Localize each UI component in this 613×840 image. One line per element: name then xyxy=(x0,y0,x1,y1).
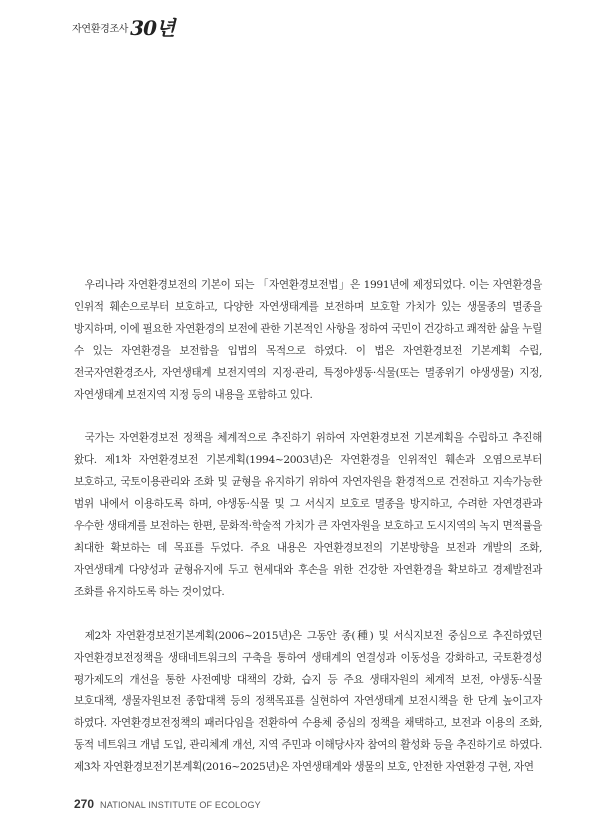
organization-name: NATIONAL INSTITUTE OF ECOLOGY xyxy=(100,800,261,810)
page-footer xyxy=(74,797,261,811)
paragraph-2: 국가는 자연환경보전 정책을 체계적으로 추진하기 위하여 자연환경보전 기본계획을 수립하고 추진해 왔다. 제1차 자연환경보전 기본계획(1994~2003년)은 자연환경을 인위적인 훼손과 오염으로부터 보호하고, 국토이용관리와 조화 및 균형을 유지하기 위하여 자연자원을 환경적으로 건전하고 지속가능한 범위 내에서 이용하도록 하며, 야생동·식물 및 그 서식지 보호로 멸종을 방지하고, 수려한 자연경관과 우수한 생태계를 보전하는 한편, 문화적·학술적 가치가 큰 자연자원을 보호하고 도시지역의 녹지 면적률을 최대한 확보하는 데 목표를 두었다. 주요 내용은 자연환경보전의 기본방향을 보전과 개발의 조화, 자연생태계 다양성과 균형유지에 두고 현세대와 후손을 위한 건강한 자연환경을 확보하고 경제발전과 조화를 유지하도록 하는 것이었다. xyxy=(74,432,542,598)
body-text xyxy=(74,275,542,801)
running-header xyxy=(72,18,174,38)
page-number: 270 xyxy=(74,797,95,811)
paragraph-1: 우리나라 자연환경보전의 기본이 되는 「자연환경보전법」은 1991년에 제정되었다. 이는 자연환경을 인위적 훼손으로부터 보호하고, 다양한 자연생태계를 보전하며 보호할 가치가 있는 생물종의 멸종을 방지하며, 이에 필요한 자연환경의 보전에 관한 기본적인 사항을 정하여 국민이 건강하고 쾌적한 삶을 누릴 수 있는 자연환경을 보전함을 입법의 목적으로 하였다. 이 법은 자연환경보전 기본계획 수립, 전국자연환경조사, 자연생태계 보전지역의 지정·관리, 특정야생동·식물(또는 멸종위기 야생생물) 지정, 자연생태계 보전지역 지정 등의 내용을 포함하고 있다. xyxy=(74,279,542,401)
header-title: 자연환경조사 xyxy=(72,24,129,35)
30th-anniversary-logo: 30년 xyxy=(130,16,175,40)
paragraph-3: 제2차 자연환경보전기본계획(2006~2015년)은 그동안 종(種) 및 서식지보전 중심으로 추진하였던 자연환경보전정책을 생태네트워크의 구축을 통하여 생태계의 연결성과 이동성을 강화하고, 국토환경성 평가제도의 개선을 통한 사전예방 대책의 강화, 습지 등 주요 생태자원의 체계적 보전, 야생동·식물 보호대책, 생물자원보전 종합대책 등의 정책목표를 실현하여 자연생태계 보전시책을 한 단계 높이고자 하였다. 자연환경보전정책의 패러다임을 전환하여 수용체 중심의 정책을 채택하고, 보전과 이용의 조화, 동적 네트워크 개념 도입, 관리체계 개선, 지역 주민과 이해당사자 참여의 활성화 등을 추진하기로 하였다. 제3차 자연환경보전기본계획(2016~2025년)은 자연생태계와 생물의 보호, 안전한 자연환경 구현, 자연 xyxy=(74,629,542,774)
